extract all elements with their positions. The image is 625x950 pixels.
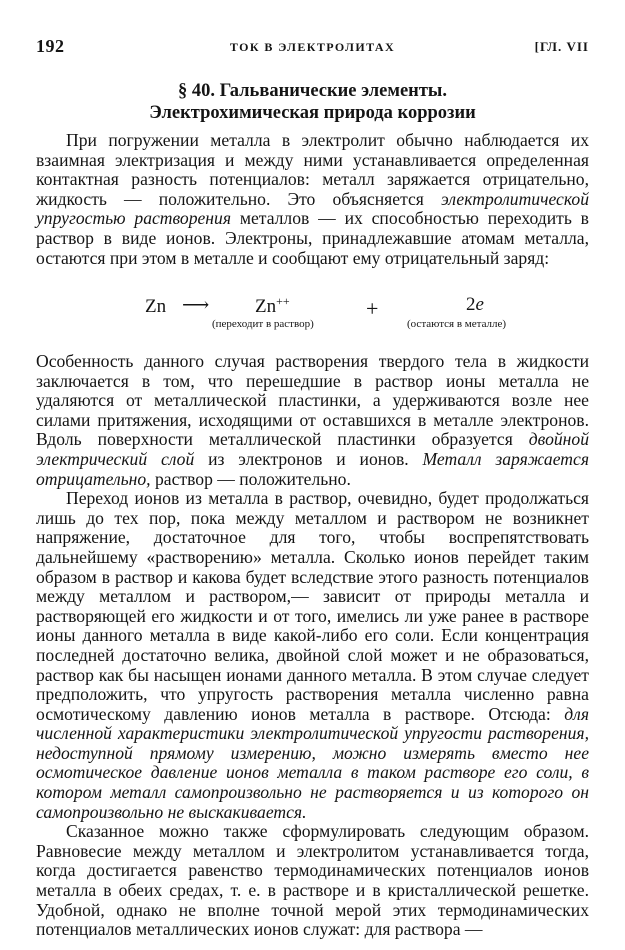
text-run: из электронов и ионов. <box>194 448 423 469</box>
section-title <box>36 80 589 124</box>
equation-note-ion: (переходит в раствор) <box>212 318 314 330</box>
paragraph-1 <box>36 131 589 268</box>
chapter-label: [ГЛ. VII <box>534 39 589 54</box>
italic-term: электролитической упругостью растворения <box>36 188 589 229</box>
text-run: При погружении металла в электролит обычно наблюдается их взаимная электризация и между ними устанавливается определенная контактная разность потенциалов: металл заряжается отрицательно, жидкость — положительно. Это объясняется <box>36 130 589 209</box>
ion-symbol: Zn <box>255 296 277 317</box>
paragraphs-2-4 <box>36 352 589 940</box>
reaction-arrow-icon: ⟶ <box>182 295 210 316</box>
paragraph-1-text <box>36 131 589 268</box>
section-title-line-2: Электрохимическая природа коррозии <box>149 103 476 123</box>
paragraph-2 <box>36 352 589 489</box>
ionization-equation <box>36 290 589 338</box>
italic-term: двойной электрический слой <box>36 429 589 469</box>
ion-charge: ++ <box>276 294 290 308</box>
equation-plus: + <box>366 296 379 321</box>
section-title-line-1: § 40. Гальванические элементы. <box>177 81 448 101</box>
paragraph-3 <box>36 489 589 822</box>
text-run: металлов — их способностью переходить в раствор в виде ионов. Электроны, принадлежавшие атомам металла, остаются при этом в металле и сообщают ему отрицательный заряд: <box>36 208 589 268</box>
text-run: Особенность данного случая растворения твердого тела в жидкости заключается в том, что перешедшие в раствор ионы металла не удаляются от металлической пластинки, а удерживаются возле нее силами притяжения, исходящими от оставшихся в металле электронов. Вдоль поверхности металлической пластинки образуется <box>36 351 589 450</box>
electron-symbol: e <box>475 294 484 315</box>
page-header <box>36 36 589 60</box>
text-run: Сказанное можно также сформулировать следующим образом. Равновесие между металлом и электролитом устанавливается тогда, когда достигается равенство термодинамических потенциалов ионов металла в обеих средах, т. е. в растворе и в кристаллической решетке. Удобной, однако не вполне точной мерой этих термодинамических потенциалов металлических ионов служат: для раствора — <box>36 821 589 940</box>
italic-conclusion: для численной характеристики электролитической упругости растворения, недоступной прямому измерению, можно измерять вместо нее осмотическое давление ионов металла в таком растворе его соли, в котором металл самопроизвольно не растворяется и из которого он самопроизвольно не выскакивается. <box>36 703 589 822</box>
italic-term: Металл заряжается отрицательно, <box>36 448 589 489</box>
page-number: 192 <box>36 36 65 56</box>
running-title: ТОК В ЭЛЕКТРОЛИТАХ <box>229 40 396 54</box>
equation-ion <box>255 294 290 318</box>
text-run: раствор — положительно. <box>150 468 351 489</box>
text-run: Переход ионов из металла в раствор, очевидно, будет продолжаться лишь до тех пор, пока между металлом и раствором не возникнет напряжение, достаточное для того, чтобы воспрепятствовать дальнейшему «растворению» металла. Сколько ионов перейдет таким образом в раствор и какова будет вследствие этого разность потенциалов между металлом и раствором,— зависит от природы металла и растворяющей его жидкости и от того, имелись ли уже ранее в растворе ионы данного металла в виде какой-либо его соли. Если концентрация последней достаточно велика, двойной слой может и не образоваться, раствор как бы насыщен ионами данного металла. В этом случае следует предположить, что упругость растворения металла численно равна осмотическому давлению ионов металла в растворе. Отсюда: <box>36 488 589 724</box>
equation-note-electrons: (остаются в металле) <box>407 318 507 330</box>
equation-electrons <box>466 294 484 316</box>
electron-coefficient: 2 <box>466 294 476 315</box>
paragraph-4 <box>36 822 589 940</box>
equation-reactant: Zn <box>145 296 167 317</box>
